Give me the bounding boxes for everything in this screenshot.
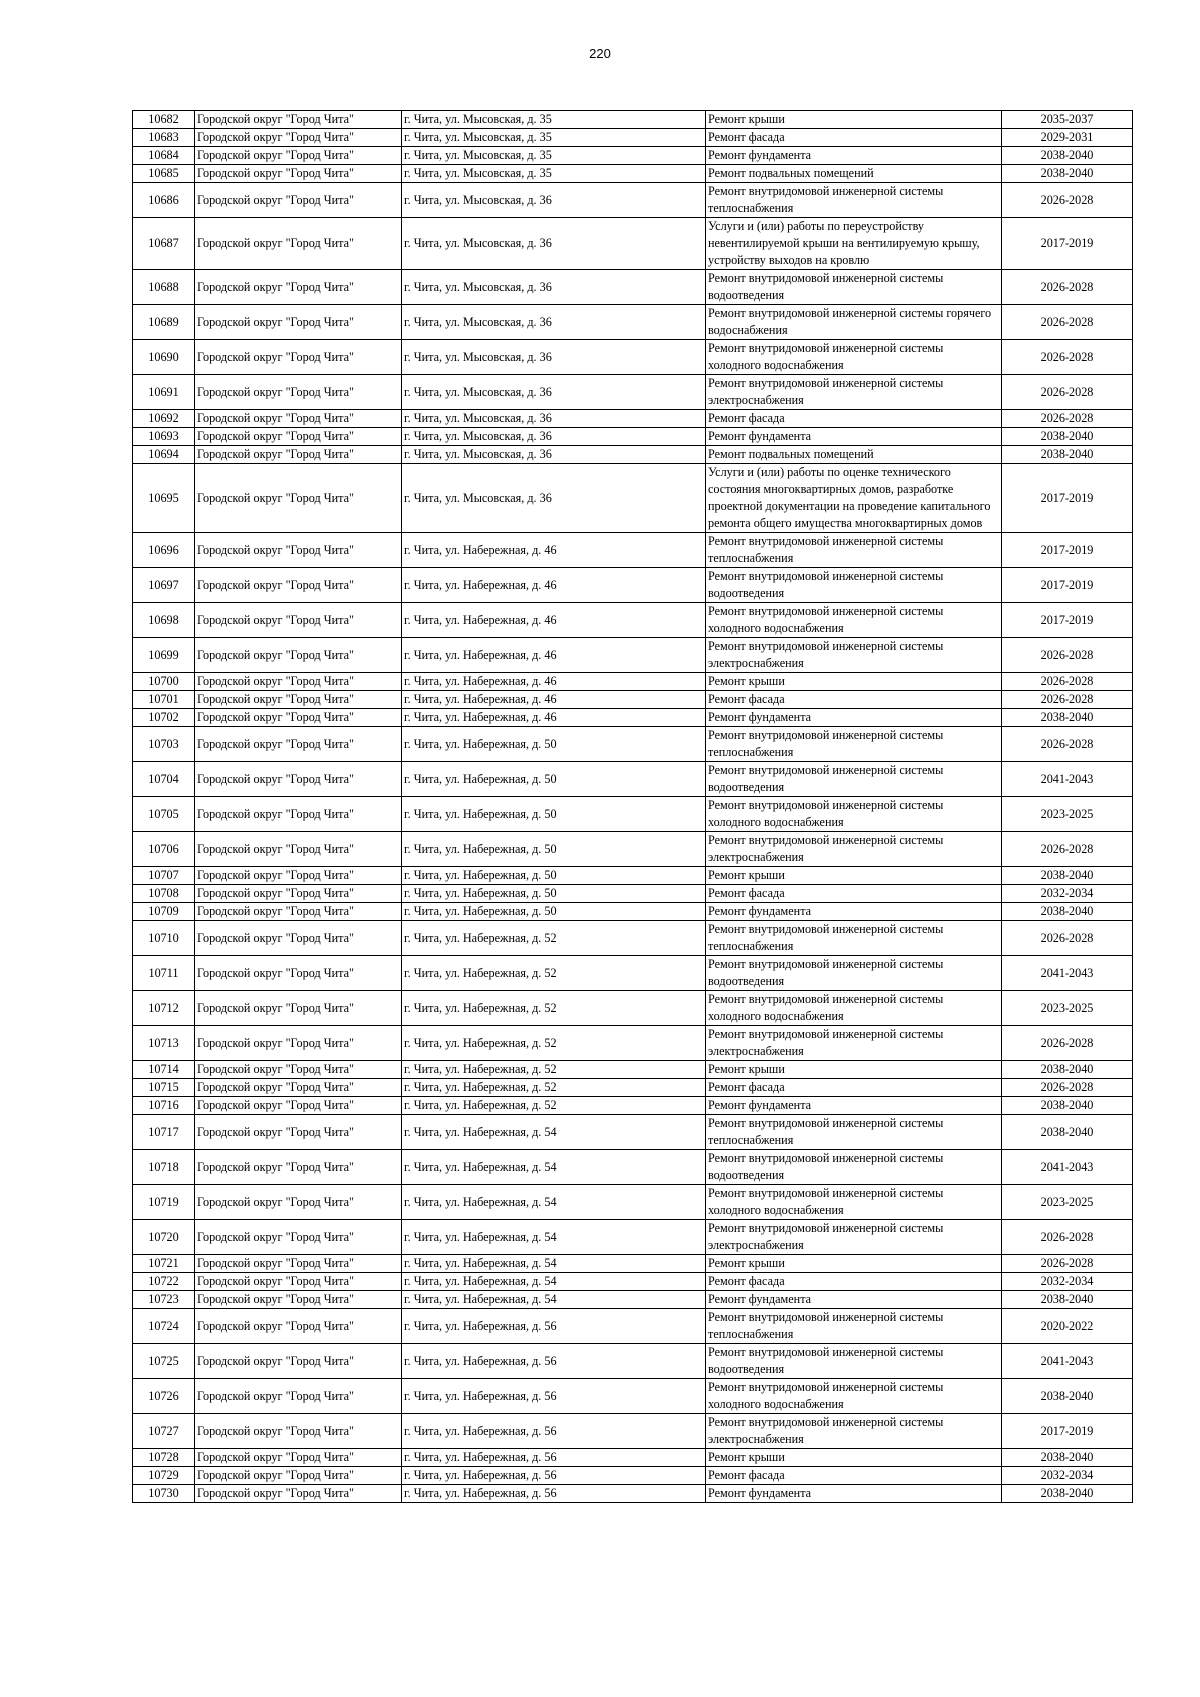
address-cell: г. Чита, ул. Набережная, д. 46 (402, 533, 706, 568)
row-number-cell: 10728 (133, 1449, 195, 1467)
work-type-cell: Ремонт внутридомовой инженерной системы холодного водоснабжения (706, 603, 1002, 638)
table-row (133, 1255, 1133, 1273)
address-cell: г. Чита, ул. Набережная, д. 56 (402, 1414, 706, 1449)
work-type-cell: Ремонт внутридомовой инженерной системы электроснабжения (706, 832, 1002, 867)
address-cell: г. Чита, ул. Мысовская, д. 35 (402, 147, 706, 165)
municipality-cell: Городской округ "Город Чита" (195, 428, 402, 446)
municipality-cell: Городской округ "Город Чита" (195, 375, 402, 410)
row-number-cell: 10683 (133, 129, 195, 147)
table-row (133, 410, 1133, 428)
work-type-cell: Ремонт внутридомовой инженерной системы холодного водоснабжения (706, 340, 1002, 375)
municipality-cell: Городской округ "Город Чита" (195, 903, 402, 921)
row-number-cell: 10700 (133, 673, 195, 691)
work-type-cell: Услуги и (или) работы по переустройству невентилируемой крыши на вентилируемую крышу, устройству выходов на кровлю (706, 218, 1002, 270)
address-cell: г. Чита, ул. Набережная, д. 56 (402, 1467, 706, 1485)
address-cell: г. Чита, ул. Набережная, д. 52 (402, 921, 706, 956)
period-cell: 2017-2019 (1002, 603, 1133, 638)
period-cell: 2038-2040 (1002, 1097, 1133, 1115)
address-cell: г. Чита, ул. Набережная, д. 56 (402, 1485, 706, 1503)
table-row (133, 305, 1133, 340)
period-cell: 2026-2028 (1002, 1255, 1133, 1273)
address-cell: г. Чита, ул. Набережная, д. 54 (402, 1185, 706, 1220)
row-number-cell: 10691 (133, 375, 195, 410)
table-row (133, 691, 1133, 709)
row-number-cell: 10705 (133, 797, 195, 832)
work-type-cell: Ремонт внутридомовой инженерной системы водоотведения (706, 762, 1002, 797)
row-number-cell: 10730 (133, 1485, 195, 1503)
address-cell: г. Чита, ул. Набережная, д. 54 (402, 1220, 706, 1255)
address-cell: г. Чита, ул. Набережная, д. 52 (402, 956, 706, 991)
table-row (133, 1115, 1133, 1150)
address-cell: г. Чита, ул. Набережная, д. 46 (402, 673, 706, 691)
row-number-cell: 10719 (133, 1185, 195, 1220)
work-type-cell: Ремонт фундамента (706, 428, 1002, 446)
address-cell: г. Чита, ул. Набережная, д. 50 (402, 797, 706, 832)
period-cell: 2026-2028 (1002, 832, 1133, 867)
work-type-cell: Ремонт фундамента (706, 709, 1002, 727)
period-cell: 2023-2025 (1002, 797, 1133, 832)
work-type-cell: Ремонт крыши (706, 111, 1002, 129)
row-number-cell: 10727 (133, 1414, 195, 1449)
table-row (133, 340, 1133, 375)
work-type-cell: Ремонт подвальных помещений (706, 446, 1002, 464)
row-number-cell: 10729 (133, 1467, 195, 1485)
work-type-cell: Ремонт внутридомовой инженерной системы водоотведения (706, 568, 1002, 603)
period-cell: 2026-2028 (1002, 691, 1133, 709)
row-number-cell: 10726 (133, 1379, 195, 1414)
municipality-cell: Городской округ "Город Чита" (195, 867, 402, 885)
period-cell: 2041-2043 (1002, 956, 1133, 991)
work-type-cell: Ремонт фасада (706, 1467, 1002, 1485)
address-cell: г. Чита, ул. Мысовская, д. 35 (402, 111, 706, 129)
work-type-cell: Ремонт внутридомовой инженерной системы холодного водоснабжения (706, 991, 1002, 1026)
municipality-cell: Городской округ "Город Чита" (195, 464, 402, 533)
work-type-cell: Ремонт подвальных помещений (706, 165, 1002, 183)
address-cell: г. Чита, ул. Набережная, д. 52 (402, 991, 706, 1026)
period-cell: 2041-2043 (1002, 762, 1133, 797)
row-number-cell: 10702 (133, 709, 195, 727)
address-cell: г. Чита, ул. Набережная, д. 52 (402, 1061, 706, 1079)
row-number-cell: 10690 (133, 340, 195, 375)
period-cell: 2017-2019 (1002, 218, 1133, 270)
row-number-cell: 10716 (133, 1097, 195, 1115)
row-number-cell: 10697 (133, 568, 195, 603)
table-row (133, 638, 1133, 673)
municipality-cell: Городской округ "Город Чита" (195, 673, 402, 691)
municipality-cell: Городской округ "Город Чита" (195, 991, 402, 1026)
row-number-cell: 10689 (133, 305, 195, 340)
work-type-cell: Ремонт крыши (706, 1061, 1002, 1079)
row-number-cell: 10715 (133, 1079, 195, 1097)
period-cell: 2026-2028 (1002, 375, 1133, 410)
table-row (133, 270, 1133, 305)
period-cell: 2026-2028 (1002, 305, 1133, 340)
table-row (133, 727, 1133, 762)
work-type-cell: Услуги и (или) работы по оценке технического состояния многоквартирных домов, разработке проектной документации на проведение капитального ремонта общего имущества многоквартирных домов (706, 464, 1002, 533)
row-number-cell: 10713 (133, 1026, 195, 1061)
municipality-cell: Городской округ "Город Чита" (195, 446, 402, 464)
work-type-cell: Ремонт внутридомовой инженерной системы электроснабжения (706, 375, 1002, 410)
work-type-cell: Ремонт внутридомовой инженерной системы холодного водоснабжения (706, 1185, 1002, 1220)
address-cell: г. Чита, ул. Мысовская, д. 35 (402, 129, 706, 147)
municipality-cell: Городской округ "Город Чита" (195, 1026, 402, 1061)
period-cell: 2026-2028 (1002, 1026, 1133, 1061)
municipality-cell: Городской округ "Город Чита" (195, 1061, 402, 1079)
municipality-cell: Городской округ "Город Чита" (195, 1220, 402, 1255)
work-type-cell: Ремонт внутридомовой инженерной системы теплоснабжения (706, 1115, 1002, 1150)
row-number-cell: 10686 (133, 183, 195, 218)
row-number-cell: 10724 (133, 1309, 195, 1344)
work-type-cell: Ремонт внутридомовой инженерной системы водоотведения (706, 956, 1002, 991)
address-cell: г. Чита, ул. Набережная, д. 46 (402, 709, 706, 727)
work-type-cell: Ремонт фундамента (706, 1291, 1002, 1309)
municipality-cell: Городской округ "Город Чита" (195, 921, 402, 956)
work-type-cell: Ремонт внутридомовой инженерной системы теплоснабжения (706, 533, 1002, 568)
address-cell: г. Чита, ул. Набережная, д. 54 (402, 1255, 706, 1273)
table-row (133, 603, 1133, 638)
period-cell: 2041-2043 (1002, 1344, 1133, 1379)
table-row (133, 1220, 1133, 1255)
work-type-cell: Ремонт крыши (706, 1449, 1002, 1467)
address-cell: г. Чита, ул. Мысовская, д. 36 (402, 305, 706, 340)
address-cell: г. Чита, ул. Набережная, д. 56 (402, 1344, 706, 1379)
address-cell: г. Чита, ул. Набережная, д. 56 (402, 1449, 706, 1467)
row-number-cell: 10693 (133, 428, 195, 446)
municipality-cell: Городской округ "Город Чита" (195, 1344, 402, 1379)
row-number-cell: 10692 (133, 410, 195, 428)
address-cell: г. Чита, ул. Набережная, д. 50 (402, 885, 706, 903)
work-type-cell: Ремонт внутридомовой инженерной системы электроснабжения (706, 638, 1002, 673)
row-number-cell: 10682 (133, 111, 195, 129)
row-number-cell: 10698 (133, 603, 195, 638)
row-number-cell: 10687 (133, 218, 195, 270)
period-cell: 2032-2034 (1002, 1273, 1133, 1291)
period-cell: 2023-2025 (1002, 991, 1133, 1026)
municipality-cell: Городской округ "Город Чита" (195, 1449, 402, 1467)
work-type-cell: Ремонт фасада (706, 885, 1002, 903)
period-cell: 2017-2019 (1002, 568, 1133, 603)
work-type-cell: Ремонт внутридомовой инженерной системы электроснабжения (706, 1220, 1002, 1255)
municipality-cell: Городской округ "Город Чита" (195, 1309, 402, 1344)
table-row (133, 147, 1133, 165)
table-row (133, 885, 1133, 903)
municipality-cell: Городской округ "Город Чита" (195, 762, 402, 797)
table-row (133, 991, 1133, 1026)
work-type-cell: Ремонт внутридомовой инженерной системы холодного водоснабжения (706, 1379, 1002, 1414)
row-number-cell: 10709 (133, 903, 195, 921)
repair-schedule-table (132, 110, 1133, 1503)
period-cell: 2026-2028 (1002, 727, 1133, 762)
period-cell: 2038-2040 (1002, 1061, 1133, 1079)
period-cell: 2038-2040 (1002, 1291, 1133, 1309)
municipality-cell: Городской округ "Город Чита" (195, 885, 402, 903)
period-cell: 2026-2028 (1002, 1220, 1133, 1255)
table-row (133, 1150, 1133, 1185)
work-type-cell: Ремонт фасада (706, 1273, 1002, 1291)
work-type-cell: Ремонт фундамента (706, 147, 1002, 165)
table-row (133, 446, 1133, 464)
municipality-cell: Городской округ "Город Чита" (195, 956, 402, 991)
address-cell: г. Чита, ул. Набережная, д. 46 (402, 568, 706, 603)
period-cell: 2038-2040 (1002, 1485, 1133, 1503)
table-row (133, 903, 1133, 921)
page-number: 220 (589, 46, 611, 61)
address-cell: г. Чита, ул. Набережная, д. 50 (402, 727, 706, 762)
municipality-cell: Городской округ "Город Чита" (195, 1255, 402, 1273)
address-cell: г. Чита, ул. Мысовская, д. 36 (402, 410, 706, 428)
address-cell: г. Чита, ул. Набережная, д. 54 (402, 1273, 706, 1291)
table-row (133, 165, 1133, 183)
municipality-cell: Городской округ "Город Чита" (195, 1185, 402, 1220)
table-row (133, 1414, 1133, 1449)
address-cell: г. Чита, ул. Набережная, д. 54 (402, 1115, 706, 1150)
municipality-cell: Городской округ "Город Чита" (195, 410, 402, 428)
table-row (133, 1079, 1133, 1097)
period-cell: 2026-2028 (1002, 921, 1133, 956)
row-number-cell: 10723 (133, 1291, 195, 1309)
period-cell: 2017-2019 (1002, 464, 1133, 533)
address-cell: г. Чита, ул. Мысовская, д. 36 (402, 464, 706, 533)
municipality-cell: Городской округ "Город Чита" (195, 603, 402, 638)
table-row (133, 1273, 1133, 1291)
work-type-cell: Ремонт внутридомовой инженерной системы теплоснабжения (706, 727, 1002, 762)
period-cell: 2026-2028 (1002, 1079, 1133, 1097)
table-body (133, 111, 1133, 1503)
row-number-cell: 10688 (133, 270, 195, 305)
address-cell: г. Чита, ул. Мысовская, д. 36 (402, 446, 706, 464)
row-number-cell: 10695 (133, 464, 195, 533)
period-cell: 2038-2040 (1002, 446, 1133, 464)
work-type-cell: Ремонт внутридомовой инженерной системы холодного водоснабжения (706, 797, 1002, 832)
municipality-cell: Городской округ "Город Чита" (195, 1273, 402, 1291)
period-cell: 2035-2037 (1002, 111, 1133, 129)
municipality-cell: Городской округ "Город Чита" (195, 568, 402, 603)
municipality-cell: Городской округ "Город Чита" (195, 183, 402, 218)
address-cell: г. Чита, ул. Набережная, д. 54 (402, 1150, 706, 1185)
period-cell: 2026-2028 (1002, 638, 1133, 673)
work-type-cell: Ремонт внутридомовой инженерной системы водоотведения (706, 1344, 1002, 1379)
address-cell: г. Чита, ул. Набережная, д. 46 (402, 638, 706, 673)
address-cell: г. Чита, ул. Мысовская, д. 36 (402, 218, 706, 270)
period-cell: 2038-2040 (1002, 903, 1133, 921)
municipality-cell: Городской округ "Город Чита" (195, 797, 402, 832)
row-number-cell: 10704 (133, 762, 195, 797)
municipality-cell: Городской округ "Город Чита" (195, 305, 402, 340)
row-number-cell: 10706 (133, 832, 195, 867)
table-row (133, 183, 1133, 218)
period-cell: 2026-2028 (1002, 183, 1133, 218)
table-row (133, 111, 1133, 129)
table-row (133, 956, 1133, 991)
municipality-cell: Городской округ "Город Чита" (195, 1291, 402, 1309)
address-cell: г. Чита, ул. Набережная, д. 50 (402, 762, 706, 797)
row-number-cell: 10725 (133, 1344, 195, 1379)
table-row (133, 533, 1133, 568)
municipality-cell: Городской округ "Город Чита" (195, 340, 402, 375)
table-row (133, 1061, 1133, 1079)
address-cell: г. Чита, ул. Мысовская, д. 36 (402, 375, 706, 410)
row-number-cell: 10722 (133, 1273, 195, 1291)
table-row (133, 1449, 1133, 1467)
table-row (133, 867, 1133, 885)
municipality-cell: Городской округ "Город Чита" (195, 1115, 402, 1150)
table-row (133, 568, 1133, 603)
period-cell: 2026-2028 (1002, 270, 1133, 305)
municipality-cell: Городской округ "Город Чита" (195, 691, 402, 709)
row-number-cell: 10701 (133, 691, 195, 709)
municipality-cell: Городской округ "Город Чита" (195, 147, 402, 165)
table-row (133, 797, 1133, 832)
address-cell: г. Чита, ул. Мысовская, д. 36 (402, 340, 706, 375)
row-number-cell: 10714 (133, 1061, 195, 1079)
work-type-cell: Ремонт внутридомовой инженерной системы водоотведения (706, 1150, 1002, 1185)
period-cell: 2029-2031 (1002, 129, 1133, 147)
municipality-cell: Городской округ "Город Чита" (195, 1379, 402, 1414)
table-row (133, 428, 1133, 446)
row-number-cell: 10696 (133, 533, 195, 568)
work-type-cell: Ремонт фасада (706, 129, 1002, 147)
row-number-cell: 10721 (133, 1255, 195, 1273)
row-number-cell: 10708 (133, 885, 195, 903)
table-row (133, 921, 1133, 956)
municipality-cell: Городской округ "Город Чита" (195, 709, 402, 727)
municipality-cell: Городской округ "Город Чита" (195, 1467, 402, 1485)
municipality-cell: Городской округ "Город Чита" (195, 1485, 402, 1503)
address-cell: г. Чита, ул. Набережная, д. 52 (402, 1026, 706, 1061)
address-cell: г. Чита, ул. Набережная, д. 50 (402, 867, 706, 885)
period-cell: 2017-2019 (1002, 1414, 1133, 1449)
table-row (133, 1026, 1133, 1061)
municipality-cell: Городской округ "Город Чита" (195, 111, 402, 129)
period-cell: 2026-2028 (1002, 673, 1133, 691)
period-cell: 2038-2040 (1002, 1449, 1133, 1467)
municipality-cell: Городской округ "Город Чита" (195, 270, 402, 305)
municipality-cell: Городской округ "Город Чита" (195, 1097, 402, 1115)
address-cell: г. Чита, ул. Набережная, д. 50 (402, 832, 706, 867)
work-type-cell: Ремонт крыши (706, 673, 1002, 691)
work-type-cell: Ремонт внутридомовой инженерной системы теплоснабжения (706, 1309, 1002, 1344)
work-type-cell: Ремонт внутридомовой инженерной системы водоотведения (706, 270, 1002, 305)
period-cell: 2032-2034 (1002, 1467, 1133, 1485)
table-row (133, 1379, 1133, 1414)
table-row (133, 464, 1133, 533)
address-cell: г. Чита, ул. Набережная, д. 46 (402, 691, 706, 709)
work-type-cell: Ремонт фасада (706, 691, 1002, 709)
address-cell: г. Чита, ул. Мысовская, д. 36 (402, 270, 706, 305)
municipality-cell: Городской округ "Город Чита" (195, 638, 402, 673)
period-cell: 2032-2034 (1002, 885, 1133, 903)
municipality-cell: Городской округ "Город Чита" (195, 129, 402, 147)
period-cell: 2038-2040 (1002, 147, 1133, 165)
work-type-cell: Ремонт фундамента (706, 1097, 1002, 1115)
row-number-cell: 10717 (133, 1115, 195, 1150)
period-cell: 2017-2019 (1002, 533, 1133, 568)
address-cell: г. Чита, ул. Набережная, д. 52 (402, 1079, 706, 1097)
address-cell: г. Чита, ул. Набережная, д. 56 (402, 1379, 706, 1414)
table-row (133, 1291, 1133, 1309)
table-row (133, 1097, 1133, 1115)
period-cell: 2038-2040 (1002, 1115, 1133, 1150)
work-type-cell: Ремонт крыши (706, 1255, 1002, 1273)
municipality-cell: Городской округ "Город Чита" (195, 1079, 402, 1097)
table-row (133, 673, 1133, 691)
row-number-cell: 10685 (133, 165, 195, 183)
municipality-cell: Городской округ "Город Чита" (195, 1414, 402, 1449)
table-row (133, 375, 1133, 410)
table-row (133, 1309, 1133, 1344)
row-number-cell: 10703 (133, 727, 195, 762)
address-cell: г. Чита, ул. Мысовская, д. 35 (402, 165, 706, 183)
row-number-cell: 10684 (133, 147, 195, 165)
address-cell: г. Чита, ул. Набережная, д. 56 (402, 1309, 706, 1344)
period-cell: 2038-2040 (1002, 709, 1133, 727)
table-row (133, 129, 1133, 147)
work-type-cell: Ремонт фундамента (706, 903, 1002, 921)
address-cell: г. Чита, ул. Набережная, д. 50 (402, 903, 706, 921)
period-cell: 2041-2043 (1002, 1150, 1133, 1185)
period-cell: 2026-2028 (1002, 340, 1133, 375)
municipality-cell: Городской округ "Город Чита" (195, 165, 402, 183)
work-type-cell: Ремонт крыши (706, 867, 1002, 885)
table-row (133, 762, 1133, 797)
work-type-cell: Ремонт фасада (706, 1079, 1002, 1097)
municipality-cell: Городской округ "Город Чита" (195, 218, 402, 270)
address-cell: г. Чита, ул. Набережная, д. 54 (402, 1291, 706, 1309)
work-type-cell: Ремонт внутридомовой инженерной системы электроснабжения (706, 1414, 1002, 1449)
row-number-cell: 10710 (133, 921, 195, 956)
work-type-cell: Ремонт внутридомовой инженерной системы теплоснабжения (706, 921, 1002, 956)
table-row (133, 709, 1133, 727)
address-cell: г. Чита, ул. Набережная, д. 52 (402, 1097, 706, 1115)
municipality-cell: Городской округ "Город Чита" (195, 533, 402, 568)
row-number-cell: 10712 (133, 991, 195, 1026)
address-cell: г. Чита, ул. Мысовская, д. 36 (402, 428, 706, 446)
work-type-cell: Ремонт внутридомовой инженерной системы электроснабжения (706, 1026, 1002, 1061)
table-row (133, 832, 1133, 867)
row-number-cell: 10699 (133, 638, 195, 673)
period-cell: 2038-2040 (1002, 428, 1133, 446)
table-row (133, 1344, 1133, 1379)
period-cell: 2026-2028 (1002, 410, 1133, 428)
row-number-cell: 10707 (133, 867, 195, 885)
work-type-cell: Ремонт фасада (706, 410, 1002, 428)
work-type-cell: Ремонт фундамента (706, 1485, 1002, 1503)
table-row (133, 1185, 1133, 1220)
address-cell: г. Чита, ул. Набережная, д. 46 (402, 603, 706, 638)
table-row (133, 1485, 1133, 1503)
table-row (133, 1467, 1133, 1485)
period-cell: 2038-2040 (1002, 165, 1133, 183)
municipality-cell: Городской округ "Город Чита" (195, 727, 402, 762)
row-number-cell: 10694 (133, 446, 195, 464)
municipality-cell: Городской округ "Город Чита" (195, 1150, 402, 1185)
address-cell: г. Чита, ул. Мысовская, д. 36 (402, 183, 706, 218)
row-number-cell: 10720 (133, 1220, 195, 1255)
row-number-cell: 10711 (133, 956, 195, 991)
municipality-cell: Городской округ "Город Чита" (195, 832, 402, 867)
work-type-cell: Ремонт внутридомовой инженерной системы теплоснабжения (706, 183, 1002, 218)
table-row (133, 218, 1133, 270)
period-cell: 2023-2025 (1002, 1185, 1133, 1220)
work-type-cell: Ремонт внутридомовой инженерной системы горячего водоснабжения (706, 305, 1002, 340)
period-cell: 2020-2022 (1002, 1309, 1133, 1344)
period-cell: 2038-2040 (1002, 1379, 1133, 1414)
row-number-cell: 10718 (133, 1150, 195, 1185)
period-cell: 2038-2040 (1002, 867, 1133, 885)
